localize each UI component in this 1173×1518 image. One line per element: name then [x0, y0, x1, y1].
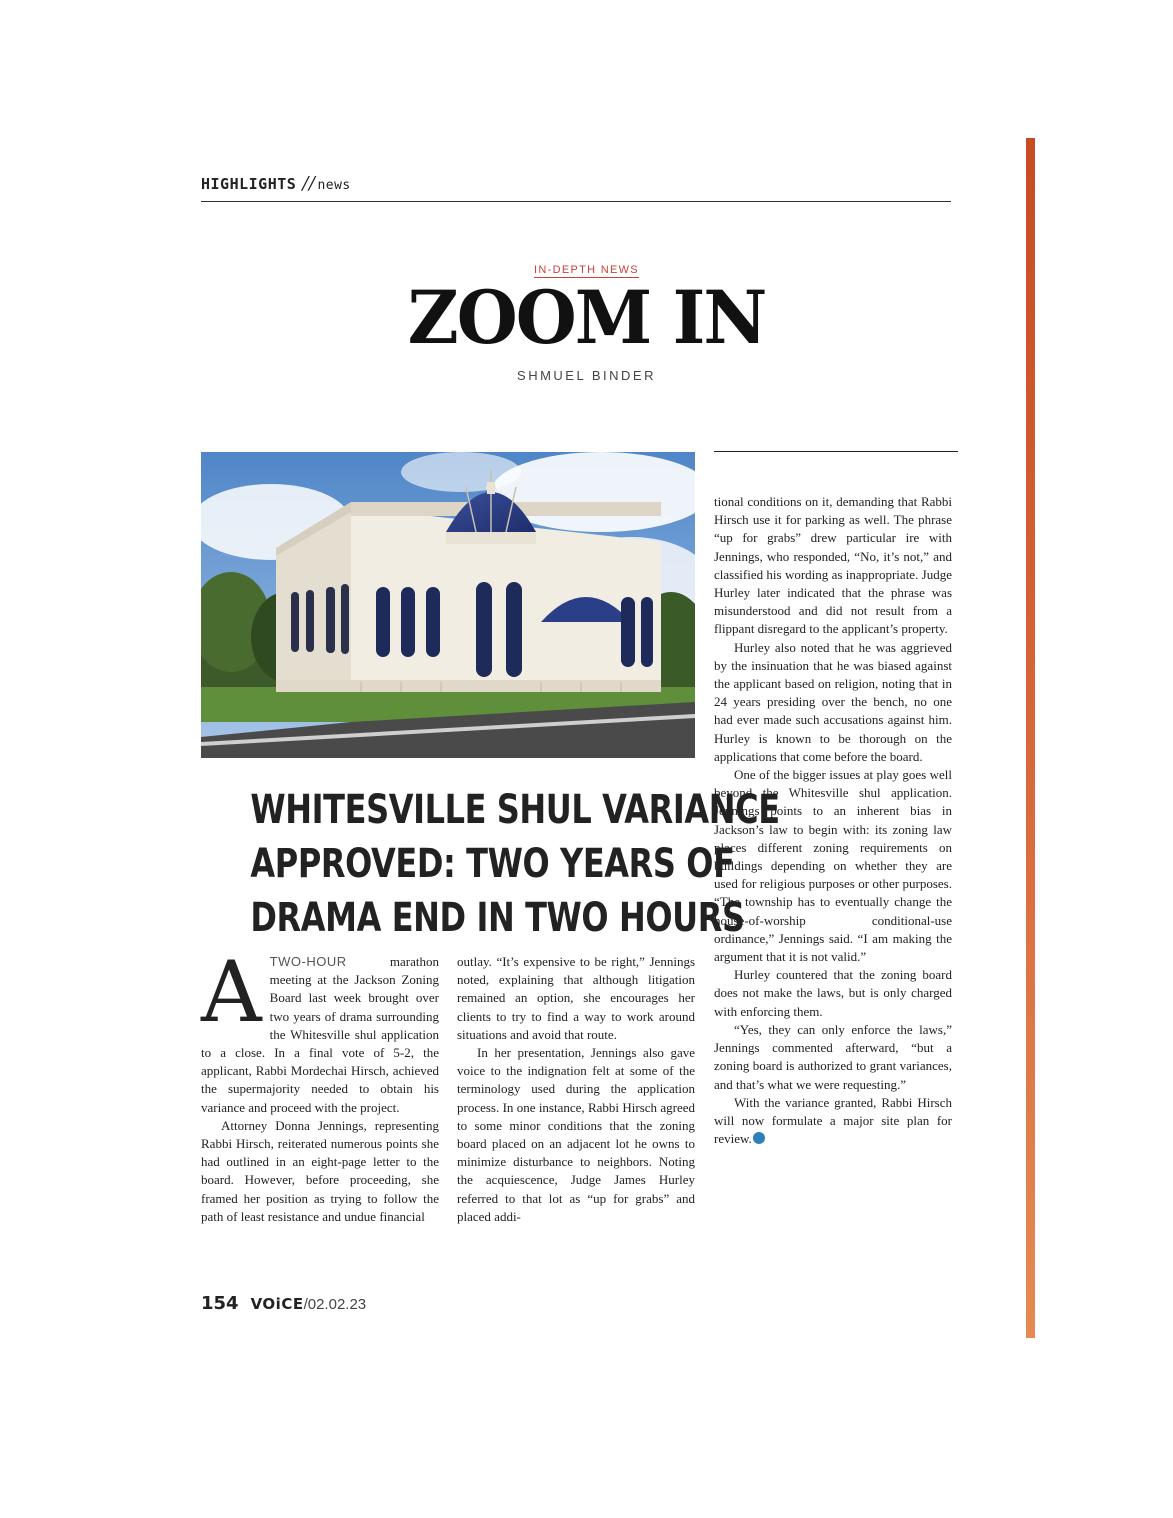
story-headline	[250, 783, 780, 945]
subsection-name: news	[317, 178, 351, 193]
article-column-1	[201, 943, 439, 1226]
section-name: HIGHLIGHTS	[201, 175, 297, 193]
magazine-name: VOiCE	[250, 1295, 304, 1313]
paragraph	[714, 1094, 952, 1149]
byline: SHMUEL BINDER	[517, 368, 656, 383]
issue-date: /02.02.23	[303, 1296, 367, 1313]
paragraph: outlay. “It’s expensive to be right,” Jennings noted, explaining that although litigation remained an option, she encourages her clients to try to find a way to work around situations and avoid that route.	[457, 954, 695, 1042]
paragraph: In her presentation, Jennings also gave voice to the indignation felt at some of the terminology used during the application process. In one instance, Rabbi Hirsch agreed to some minor conditions that the zoning board placed on an adjacent lot he owns to minimize disturbance to neighbors. Noting the acquiescence, Judge James Hurley referred to that lot as “up for grabs” and placed addi-	[457, 1045, 695, 1224]
header-rule	[201, 201, 951, 202]
page-footer	[201, 1293, 366, 1314]
page-number: 154	[201, 1293, 239, 1314]
article-column-3	[714, 493, 952, 1148]
headline-line-2: APPROVED: TWO YEARS OF	[250, 841, 735, 887]
paragraph: tional conditions on it, demanding that Rabbi Hirsch use it for parking as well. The phrase “up for grabs” drew particular ire with Jennings, who responded, “No, it’s not,” and classified his wording as inappropriate. Judge Hurley later indicated that the phrase was misunderstood and did not result from a flippant disregard to the applicant’s property.	[714, 494, 952, 637]
section-label	[201, 173, 351, 194]
lead-in: TWO-HOUR	[269, 954, 347, 969]
drop-cap: A	[201, 943, 262, 1041]
paragraph: Hurley countered that the zoning board does not make the laws, but is only charged with enforcing them.	[714, 967, 952, 1019]
paragraph-text: marathon meeting at the Jackson Zoning Board last week brought over two years of drama surrounding the Whitesville shul application to a close. In a final vote of 5-2, the applicant, Rabbi Mordechai Hirsch, achieved the supermajority needed to obtain his variance and proceed with the project.	[201, 954, 439, 1115]
column-rule	[714, 451, 958, 452]
kicker-text: IN-DEPTH NEWS	[534, 264, 639, 276]
end-dot-icon	[753, 1132, 765, 1144]
paragraph: One of the bigger issues at play goes well beyond the Whitesville shul application. Jennings points to an inherent bias in Jackson’s law to begin with: its zoning law places different zoning requirements on buildings depending on whether they are used for religious purposes or other purposes. “The township has to eventually change the house-of-worship conditional-use ordinance,” Jennings said. “I am making the argument that it is not valid.”	[714, 767, 952, 965]
paragraph: Attorney Donna Jennings, representing Rabbi Hirsch, reiterated numerous points she had outlined in an eight-page letter to the board. However, before proceeding, she framed her position as trying to follow the path of least resistance and undue financial	[201, 1117, 439, 1224]
article-column-2	[457, 953, 695, 1226]
headline-line-3: DRAMA END IN TWO HOURS	[250, 895, 745, 941]
paragraph: “Yes, they can only enforce the laws,” Jennings commented afterward, “but a zoning board is authorized to grant variances, and that’s what we were requesting.”	[714, 1021, 952, 1092]
headline-line-1: WHITESVILLE SHUL VARIANCE	[250, 787, 780, 833]
shul-rendering-image	[201, 452, 695, 758]
paragraph: Hurley also noted that he was aggrieved by the insinuation that he was biased against the applicant based on religion, noting that in 24 years presiding over the bench, no one had ever made such accusations against him. Hurley is known to be thorough on the applications that come before the board.	[714, 639, 952, 764]
paragraph	[201, 943, 439, 1117]
section-slash: //	[302, 173, 316, 194]
column-title: ZOOM IN	[407, 273, 766, 362]
paragraph-text: With the variance granted, Rabbi Hirsch will now formulate a major site plan for review.	[714, 1094, 952, 1147]
